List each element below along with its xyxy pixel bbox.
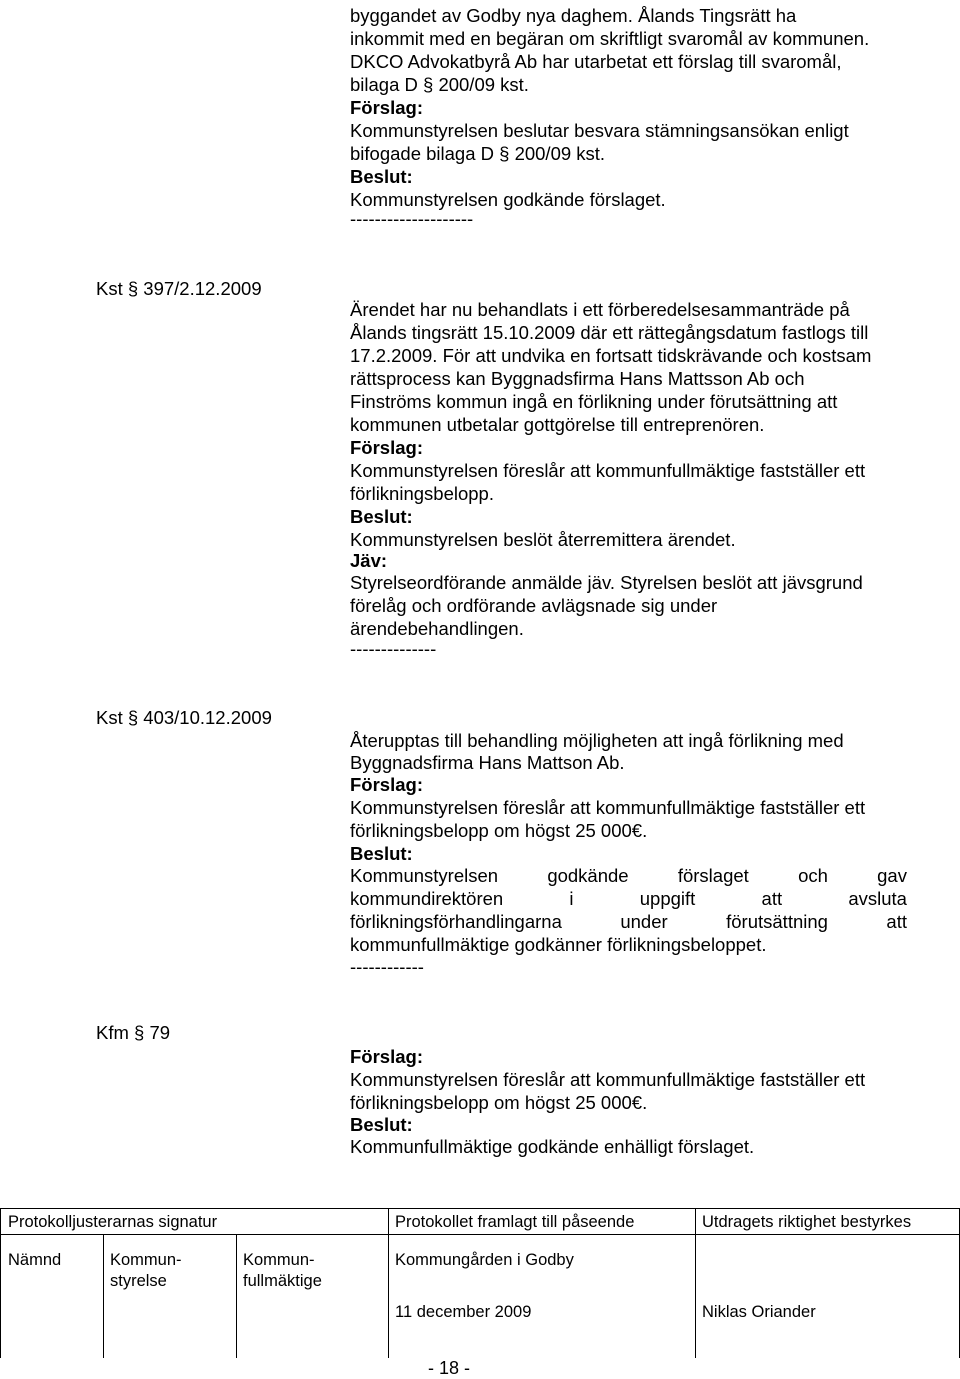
paragraph-ref: Kst § 397/2.12.2009 [96,278,262,299]
forslag-heading: Förslag: [350,437,423,458]
footer-date: 11 december 2009 [395,1303,532,1321]
footer-header-signature: Protokolljusterarnas signatur [8,1213,218,1231]
separator: ------------ [350,956,424,977]
forslag-line: förlikningsbelopp. [350,483,494,504]
jav-heading: Jäv: [350,550,388,571]
forslag-heading: Förslag: [350,774,423,795]
footer-kommunstyrelse: styrelse [110,1272,167,1290]
forslag-heading: Förslag: [350,1046,423,1067]
forslag-heading: Förslag: [350,97,423,118]
footer-name: Niklas Oriander [702,1303,816,1321]
beslut-line-justified: Kommunstyrelsen godkände förslaget och gav [350,865,907,886]
paragraph-ref: Kfm § 79 [96,1022,171,1043]
footer-left-rule [0,1208,1,1358]
footer-kommunstyrelse: Kommun- [110,1251,182,1269]
beslut-heading: Beslut: [350,166,413,187]
body-line: 17.2.2009. För att undvika en fortsatt tidskrävande och kostsam [350,345,872,366]
page-number: - 18 - [428,1358,471,1378]
beslut-heading: Beslut: [350,506,413,527]
footer-namnd: Nämnd [8,1251,62,1269]
body-line: rättsprocess kan Byggnadsfirma Hans Mattsson Ab och [350,368,805,389]
forslag-line: Kommunstyrelsen beslutar besvara stämningsansökan enligt [350,120,849,141]
beslut-line: Kommunstyrelsen godkände förslaget. [350,189,666,210]
body-line: Finströms kommun ingå en förlikning under förutsättning att [350,391,838,412]
body-line-justified [350,729,907,752]
beslut-line-justified: kommundirektören i uppgift att avsluta [350,888,907,909]
footer-col-rule [695,1208,696,1358]
body-line: Ålands tingsrätt 15.10.2009 där ett rättegångsdatum fastlogs till [350,322,869,343]
body-line: DKCO Advokatbyrå Ab har utarbetat ett förslag till svaromål, [350,51,842,72]
forslag-line: förlikningsbelopp om högst 25 000€. [350,820,648,841]
beslut-line: kommunfullmäktige godkänner förlikningsbeloppet. [350,934,767,955]
beslut-line: Kommunfullmäktige godkände enhälligt förslaget. [350,1136,755,1157]
forslag-line: Kommunstyrelsen föreslår att kommunfullmäktige fastställer ett [350,1069,866,1090]
footer-header-certified: Utdragets riktighet bestyrkes [702,1213,912,1231]
body-line: Ärendet har nu behandlats i ett förberedelsesammanträde på [350,299,850,320]
footer-signature-table [0,1208,960,1358]
footer-subcol-rule [236,1234,237,1358]
footer-place: Kommungården i Godby [395,1251,574,1269]
body-line: Byggnadsfirma Hans Mattson Ab. [350,752,625,773]
jav-line: förelåg och ordförande avlägsnade sig under [350,595,718,616]
footer-kommunfullmaktige: fullmäktige [243,1272,322,1290]
beslut-line-justified: förlikningsförhandlingarna under förutsättning att [350,911,907,932]
body-line: byggandet av Godby nya daghem. Ålands Tingsrätt ha [350,5,797,26]
footer-subcol-rule [103,1234,104,1358]
footer-top-rule [0,1208,960,1209]
separator: -------------- [350,638,437,659]
footer-header-posted: Protokollet framlagt till påseende [395,1213,635,1231]
footer-col-rule [388,1208,389,1358]
body-line: inkommit med en begäran om skriftligt svaromål av kommunen. [350,28,870,49]
forslag-line: bifogade bilaga D § 200/09 kst. [350,143,606,164]
beslut-line: Kommunstyrelsen beslöt återremittera ärendet. [350,529,736,550]
beslut-heading: Beslut: [350,843,413,864]
body-line: Återupptas till behandling möjligheten att ingå förlikning med [350,730,844,751]
forslag-line: Kommunstyrelsen föreslår att kommunfullmäktige fastställer ett [350,797,866,818]
forslag-line: Kommunstyrelsen föreslår att kommunfullmäktige fastställer ett [350,460,866,481]
footer-kommunfullmaktige: Kommun- [243,1251,315,1269]
body-line: bilaga D § 200/09 kst. [350,74,529,95]
paragraph-ref: Kst § 403/10.12.2009 [96,707,272,728]
forslag-line: förlikningsbelopp om högst 25 000€. [350,1092,648,1113]
jav-line: Styrelseordförande anmälde jäv. Styrelsen beslöt att jävsgrund [350,572,863,593]
footer-header-rule [0,1234,960,1235]
jav-line: ärendebehandlingen. [350,618,524,639]
body-line: kommunen utbetalar gottgörelse till entreprenören. [350,414,765,435]
separator: -------------------- [350,208,474,229]
beslut-heading: Beslut: [350,1114,413,1135]
